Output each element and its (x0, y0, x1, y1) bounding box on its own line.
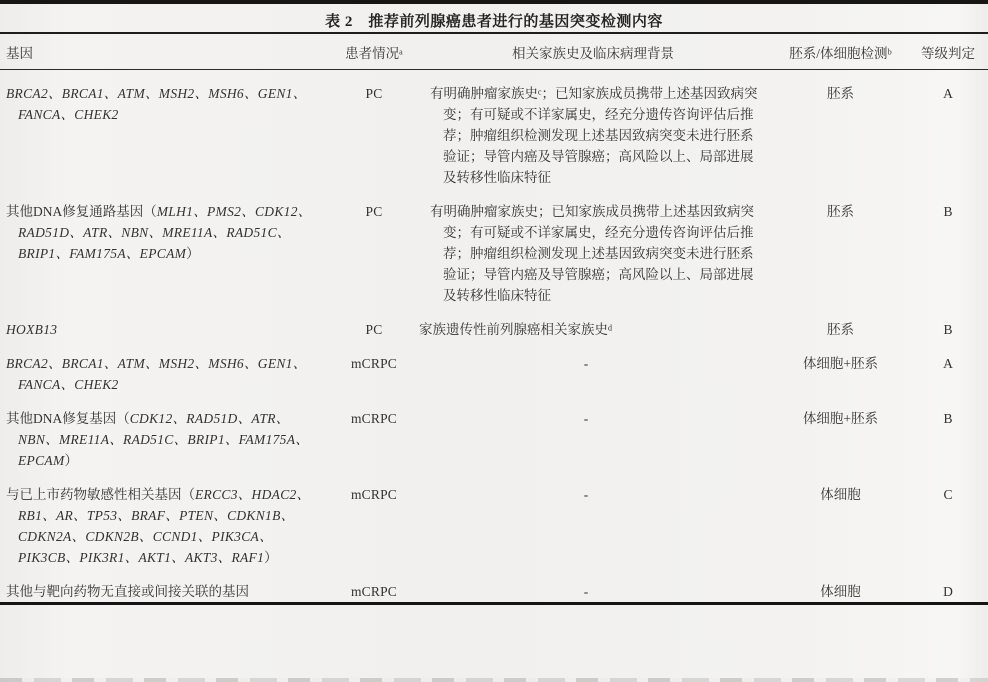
patient-cell: mCRPC (350, 411, 398, 426)
gene-suffix: ） (186, 246, 200, 261)
grade-cell: B (943, 322, 953, 337)
gene-cell (0, 306, 335, 340)
table-row (0, 568, 988, 604)
testing-cell: 胚系 (827, 204, 854, 219)
gene-list: BRCA2、BRCA1、ATM、MSH2、MSH6、GEN1、FANCA、CHEK2 (6, 356, 307, 392)
history-cell: - (583, 487, 589, 502)
gene-list: BRCA2、BRCA1、ATM、MSH2、MSH6、GEN1、FANCA、CHEK2 (6, 86, 307, 122)
testing-cell: 胚系 (827, 322, 854, 337)
column-header-gene: 基因 (0, 33, 335, 70)
top-border-rule (0, 0, 988, 4)
gene-cell (0, 70, 335, 189)
testing-cell: 体细胞+胚系 (802, 356, 879, 371)
table-row (0, 340, 988, 395)
column-header-grade: 等级判定 (908, 33, 988, 70)
history-cell (413, 188, 773, 306)
patient-cell: mCRPC (350, 584, 398, 599)
gene-cell (0, 188, 335, 306)
gene-suffix: ） (64, 453, 78, 468)
testing-cell: 体细胞 (820, 487, 861, 502)
table-title: 表 2 推荐前列腺癌患者进行的基因突变检测内容 (325, 14, 663, 30)
table-body (0, 70, 988, 604)
column-header-patient: 患者情况ᵃ (335, 33, 413, 70)
history-cell (413, 70, 773, 189)
table-row (0, 306, 988, 340)
history-cell: 家族遗传性前列腺癌相关家族史ᵈ (419, 322, 613, 337)
patient-cell: mCRPC (350, 487, 398, 502)
table-header (0, 33, 988, 70)
table-row (0, 188, 988, 306)
gene-cell (0, 568, 335, 604)
testing-cell: 胚系 (827, 86, 854, 101)
patient-cell: mCRPC (350, 356, 398, 371)
table-row (0, 70, 988, 189)
gene-list: CDK12、RAD51D、ATR、NBN、MRE11A、RAD51C、BRIP1、FAM175A、EPCAM (18, 411, 310, 468)
gene-list: MLH1、PMS2、CDK12、RAD51D、ATR、NBN、MRE11A、RAD51C、BRIP1、FAM175A、EPCAM (18, 204, 312, 261)
table-row (0, 471, 988, 568)
gene-cell (0, 471, 335, 568)
testing-cell: 体细胞+胚系 (802, 411, 879, 426)
gene-mutation-table (0, 32, 988, 605)
column-header-testing: 胚系/体细胞检测ᵇ (773, 33, 908, 70)
table-row (0, 395, 988, 471)
history-cell: - (583, 356, 589, 371)
column-header-history: 相关家族史及临床病理背景 (413, 33, 773, 70)
gene-prefix: 其他DNA修复通路基因（ (6, 204, 157, 219)
gene-list: ERCC3、HDAC2、RB1、AR、TP53、BRAF、PTEN、CDKN1B、CDKN2A、CDKN2B、CCND1、PIK3CA、PIK3CB、PIK3R1、AKT1、AKT3、RAF1 (18, 487, 311, 565)
grade-cell: C (943, 487, 953, 502)
gene-cell (0, 395, 335, 471)
patient-cell: PC (365, 204, 383, 219)
grade-cell: D (943, 584, 953, 599)
testing-cell: 体细胞 (820, 584, 861, 599)
header-row (0, 33, 988, 70)
history-text: 有明确肿瘤家族史；已知家族成员携带上述基因致病突变；有可疑或不详家属史，经充分遗传咨询评估后推荐；肿瘤组织检测发现上述基因致病突变未进行胚系验证；导管内癌及导管腺癌；高风险以上、局部进展及转移性临床特征 (430, 204, 754, 303)
patient-cell: PC (365, 322, 383, 337)
grade-cell: B (943, 204, 953, 219)
gene-cell (0, 340, 335, 395)
grade-cell: B (943, 411, 953, 426)
grade-cell: A (943, 356, 953, 371)
gene-list: HOXB13 (6, 322, 58, 337)
history-cell: - (583, 584, 589, 599)
gene-prefix: 与已上市药物敏感性相关基因（ (6, 487, 195, 502)
history-cell: - (583, 411, 589, 426)
cropped-footnote-strip (0, 675, 988, 682)
history-text: 有明确肿瘤家族史ᶜ；已知家族成员携带上述基因致病突变；有可疑或不详家属史，经充分遗传咨询评估后推荐；肿瘤组织检测发现上述基因致病突变未进行胚系验证；导管内癌及导管腺癌；高风险以上、局部进展及转移性临床特征 (430, 86, 758, 185)
grade-cell: A (943, 86, 953, 101)
gene-suffix: ） (264, 550, 278, 565)
gene-prefix: 其他与靶向药物无直接或间接关联的基因 (6, 584, 249, 599)
patient-cell: PC (365, 86, 383, 101)
gene-prefix: 其他DNA修复基因（ (6, 411, 130, 426)
